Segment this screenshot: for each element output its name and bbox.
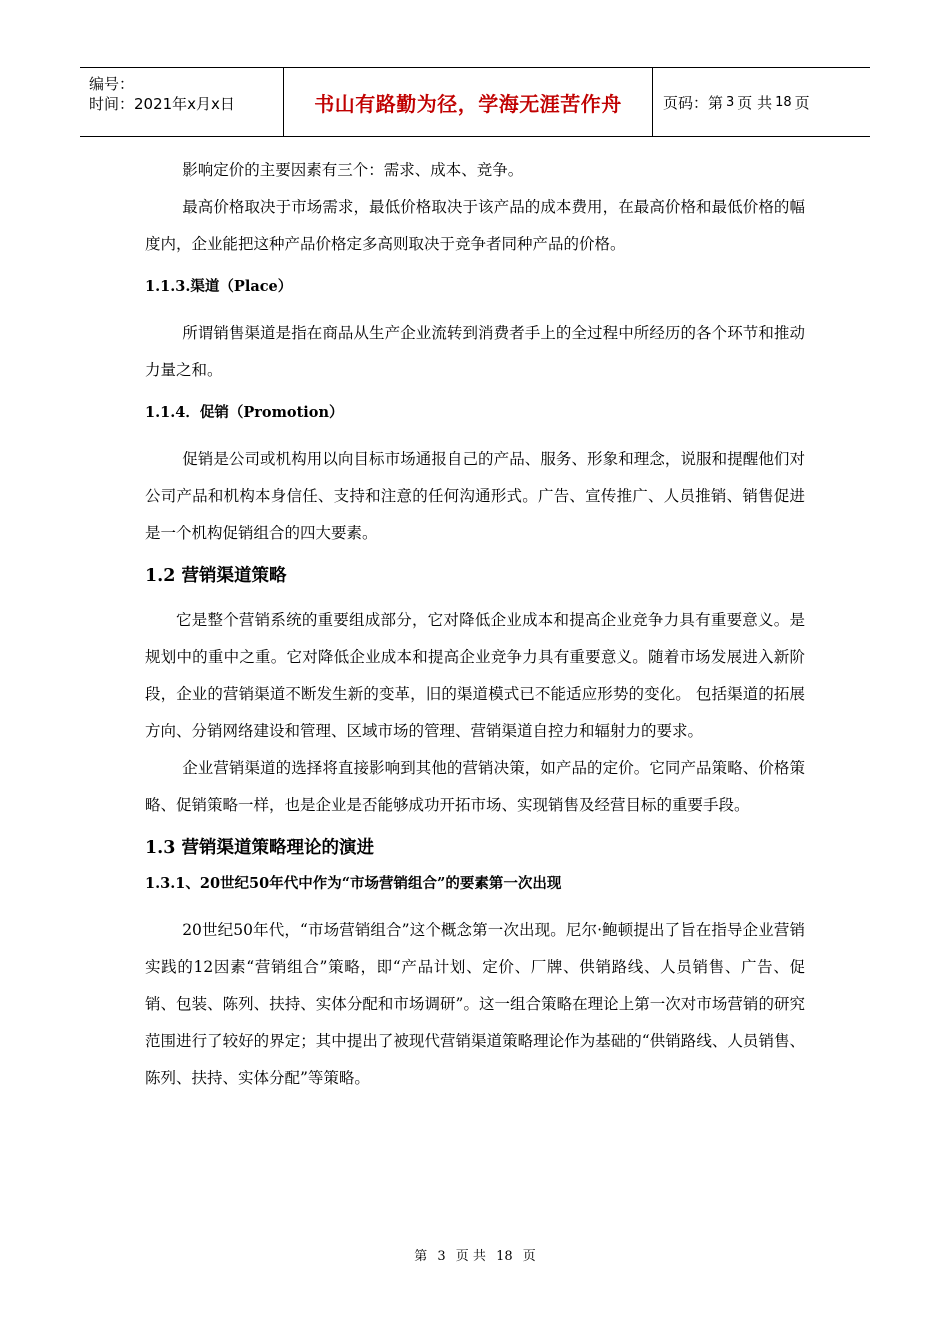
footer-mid: 页 共 — [455, 1249, 486, 1264]
page-current: 3 — [726, 94, 735, 110]
header-meta — [80, 68, 283, 136]
paragraph-channel-strategy: 它是整个营销系统的重要组成部分，它对降低企业成本和提高企业竞争力具有重要意义。是规划中的重中之重。它对降低企业成本和提高企业竞争力具有重要意义。随着市场发展进入新阶段，企业的营销渠道不断发生新的变革，旧的渠道模式已不能适应形势的变化。 包括渠道的拓展方向、分销网络建设和管理、区域市场的管理、营销渠道自控力和辐射力的要求。 — [145, 611, 805, 740]
paragraph-price-range: 最高价格取决于市场需求，最低价格取决于该产品的成本费用，在最高价格和最低价格的幅度内，企业能把这种产品价格定多高则取决于竞争者同种产品的价格。 — [145, 198, 805, 253]
header-motto-cell — [283, 68, 653, 136]
motto-text: 书山有路勤为径，学海无涯苦作舟 — [314, 91, 622, 116]
heading-1-2: 1.2 营销渠道策略 — [145, 566, 287, 586]
heading-1-3-1: 1.3.1、20世纪50年代中作为“市场营销组合”的要素第一次出现 — [145, 875, 562, 892]
header-page-info — [653, 68, 870, 136]
footer-suffix: 页 — [522, 1249, 536, 1264]
page-total: 18 — [775, 94, 792, 110]
footer-prefix: 第 — [414, 1249, 428, 1264]
page-prefix: 页码：第 — [663, 93, 724, 112]
page-mid: 页 共 — [737, 93, 773, 112]
page-suffix: 页 — [794, 93, 810, 112]
heading-1-1-3: 1.1.3.渠道（Place） — [145, 278, 293, 295]
paragraph-promotion: 促销是公司或机构用以向目标市场通报自己的产品、服务、形象和理念，说服和提醒他们对公司产品和机构本身信任、支持和注意的任何沟通形式。广告、宣传推广、人员推销、销售促进是一个机构促销组合的四大要素。 — [145, 450, 805, 542]
paragraph-channel: 所谓销售渠道是指在商品从生产企业流转到消费者手上的全过程中所经历的各个环节和推动力量之和。 — [145, 324, 805, 379]
page-footer — [0, 1245, 950, 1264]
footer-total: 18 — [496, 1249, 513, 1264]
document-body — [145, 152, 805, 1097]
paragraph-pricing-factors: 影响定价的主要因素有三个：需求、成本、竞争。 — [182, 161, 524, 179]
heading-1-3: 1.3 营销渠道策略理论的演进 — [145, 838, 375, 858]
paragraph-channel-selection: 企业营销渠道的选择将直接影响到其他的营销决策，如产品的定价。它同产品策略、价格策略、促销策略一样，也是企业是否能够成功开拓市场、实现销售及经营目标的重要手段。 — [145, 759, 805, 814]
time-label: 时间：2021年x月x日 — [89, 95, 235, 113]
paragraph-marketing-mix: 20世纪50年代，“市场营销组合”这个概念第一次出现。尼尔·鲍顿提出了旨在指导企业营销实践的12因素“营销组合”策略，即“产品计划、定价、厂牌、供销路线、人员销售、广告、促销、包装、陈列、扶持、实体分配和市场调研”。这一组合策略在理论上第一次对市场营销的研究范围进行了较好的界定；其中提出了被现代营销渠道策略理论作为基础的“供销路线、人员销售、陈列、扶持、实体分配”等策略。 — [145, 921, 805, 1087]
number-label: 编号： — [89, 75, 135, 93]
heading-1-1-4: 1.1.4．促销（Promotion） — [145, 404, 344, 421]
footer-current: 3 — [437, 1249, 446, 1264]
page-header — [80, 67, 870, 137]
